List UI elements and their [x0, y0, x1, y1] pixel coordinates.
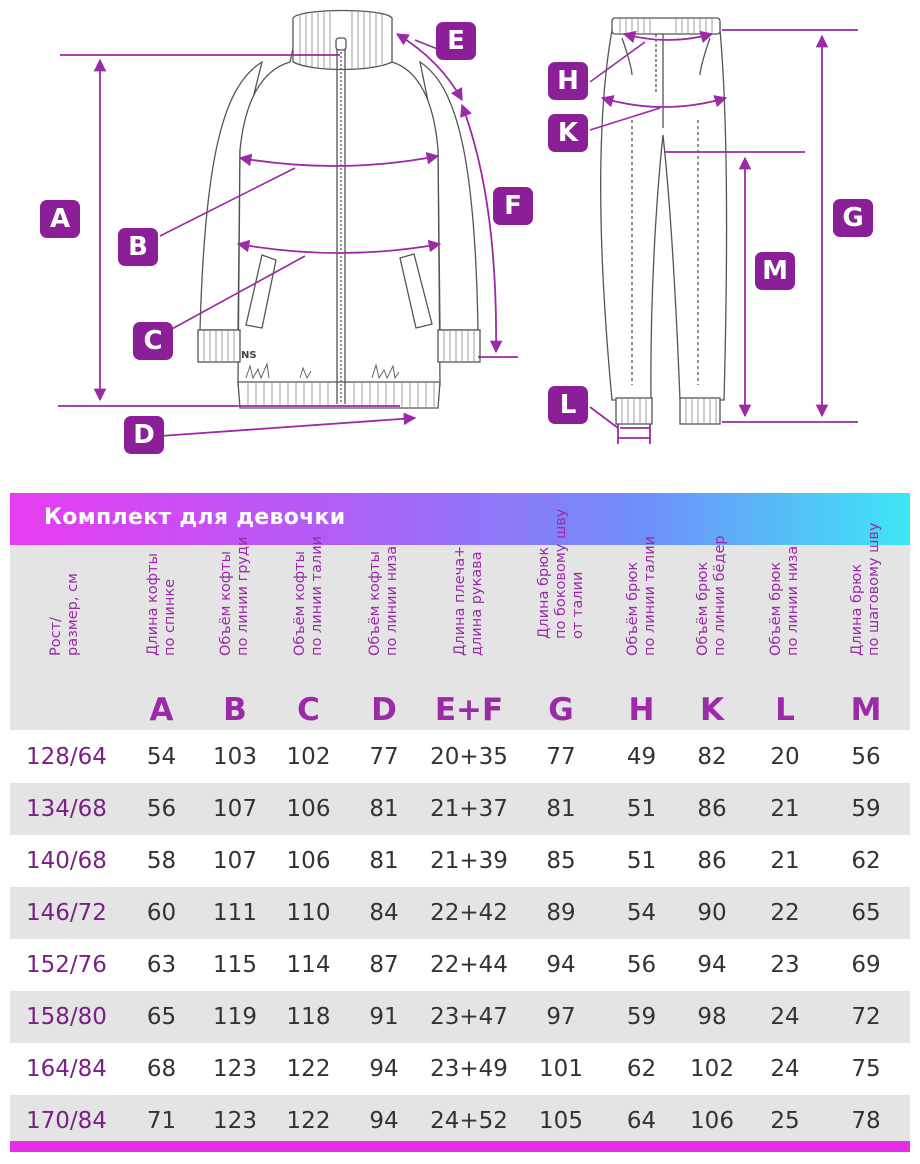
- label-E: [436, 22, 476, 60]
- value-cell: 81: [546, 796, 576, 822]
- bottom-accent-bar: [10, 1141, 910, 1152]
- header-desc: Объём кофты по линии талии: [291, 535, 325, 656]
- table-row: [10, 1043, 910, 1095]
- value-cell: 86: [697, 796, 727, 822]
- value-cell: 91: [369, 1004, 399, 1030]
- svg-text:G: G: [842, 203, 864, 233]
- value-cell: 106: [690, 1108, 734, 1134]
- value-cell: 77: [369, 744, 399, 770]
- header-col-a: [125, 545, 198, 730]
- value-cell: 23: [770, 952, 800, 978]
- value-cell: 56: [851, 744, 881, 770]
- value-cell: 54: [626, 900, 657, 926]
- value-cell: 21: [770, 796, 800, 822]
- svg-text:K: K: [557, 118, 579, 148]
- svg-text:E: E: [447, 26, 465, 56]
- header-col-h: [607, 535, 676, 730]
- value-cell: 85: [546, 848, 576, 874]
- label-H: [548, 62, 588, 100]
- svg-text:M: M: [762, 256, 788, 286]
- header-col-b: [198, 536, 272, 730]
- value-cell: 102: [690, 1056, 734, 1082]
- table-row: [10, 939, 910, 991]
- value-cell: 102: [286, 744, 331, 770]
- value-cell: 87: [369, 952, 399, 978]
- header-letter: B: [223, 692, 247, 728]
- value-cell: 58: [146, 848, 177, 874]
- header-col-c: [272, 535, 345, 730]
- header-desc: Объём брюк по линии низа: [768, 545, 801, 656]
- header-col-d: [345, 545, 423, 730]
- value-cell: 122: [286, 1108, 331, 1134]
- table-row: [10, 991, 910, 1043]
- value-cell: 94: [369, 1108, 399, 1134]
- value-cell: 20+35: [430, 744, 508, 770]
- value-cell: 24: [770, 1004, 800, 1030]
- value-cell: 105: [539, 1108, 583, 1134]
- value-cell: 75: [851, 1056, 881, 1082]
- value-cell: 69: [851, 952, 881, 978]
- value-cell: 115: [213, 952, 257, 978]
- size-cell: 152/76: [26, 952, 107, 978]
- value-cell: 54: [146, 744, 177, 770]
- value-cell: 22+42: [430, 900, 508, 926]
- value-cell: 123: [213, 1056, 257, 1082]
- size-cell: 164/84: [26, 1056, 107, 1082]
- value-cell: 62: [626, 1056, 657, 1082]
- value-cell: 65: [851, 900, 881, 926]
- value-cell: 68: [146, 1056, 177, 1082]
- table-row: [10, 887, 910, 939]
- header-letter: E+F: [434, 692, 504, 728]
- header-size: [10, 545, 125, 730]
- table-row: [10, 1095, 910, 1147]
- header-size-label: Рост/ размер, см: [48, 573, 81, 656]
- value-cell: 84: [369, 900, 399, 926]
- size-cell: 170/84: [26, 1108, 107, 1134]
- label-L: [548, 386, 588, 424]
- size-cell: 134/68: [26, 796, 107, 822]
- value-cell: 123: [213, 1108, 257, 1134]
- header-col-m: [822, 522, 910, 730]
- label-C: [133, 322, 173, 360]
- measurement-diagram: [0, 0, 920, 470]
- value-cell: 82: [697, 744, 727, 770]
- value-cell: 89: [546, 900, 576, 926]
- header-col-g: [515, 508, 607, 730]
- value-cell: 24+52: [430, 1108, 508, 1134]
- value-cell: 114: [286, 952, 331, 978]
- value-cell: 51: [626, 848, 657, 874]
- size-cell: 158/80: [26, 1004, 107, 1030]
- header-letter: K: [699, 692, 725, 728]
- value-cell: 60: [146, 900, 177, 926]
- value-cell: 22: [770, 900, 800, 926]
- label-A: [40, 200, 80, 238]
- label-F: [493, 187, 533, 225]
- header-col-k: [676, 535, 748, 730]
- header-desc: Объём брюк по линии талии: [624, 535, 658, 656]
- header-desc: Объём кофты по линии груди: [218, 536, 251, 656]
- value-cell: 72: [851, 1004, 881, 1030]
- header-desc: Длина брюк по боковому шву от талии: [535, 508, 586, 639]
- value-cell: 106: [286, 848, 331, 874]
- value-cell: 86: [697, 848, 727, 874]
- value-cell: 56: [626, 952, 657, 978]
- svg-text:B: B: [128, 232, 148, 262]
- header-letter: A: [149, 692, 174, 728]
- value-cell: 59: [851, 796, 881, 822]
- header-desc: Длина кофты по спинке: [144, 553, 178, 656]
- header-desc: Длина плеча+ длина рукава: [452, 545, 485, 656]
- header-desc: Объём кофты по линии низа: [367, 545, 400, 656]
- value-cell: 97: [546, 1004, 576, 1030]
- value-cell: 24: [770, 1056, 800, 1082]
- svg-text:A: A: [49, 204, 71, 234]
- header-col-e-f: [423, 545, 515, 730]
- value-cell: 98: [697, 1004, 727, 1030]
- value-cell: 56: [146, 796, 177, 822]
- label-D: [124, 416, 164, 454]
- table-title: Комплект для девочки: [44, 505, 346, 530]
- value-cell: 119: [213, 1004, 257, 1030]
- value-cell: 63: [146, 952, 177, 978]
- value-cell: 110: [286, 900, 331, 926]
- value-cell: 103: [213, 744, 257, 770]
- header-desc: Длина брюк по шаговому шву: [849, 522, 882, 656]
- value-cell: 20: [770, 744, 800, 770]
- table-row: [10, 731, 910, 783]
- value-cell: 94: [546, 952, 576, 978]
- value-cell: 23+49: [430, 1056, 508, 1082]
- label-M: [755, 252, 795, 290]
- header-desc: Объём брюк по линии бёдер: [695, 535, 728, 656]
- value-cell: 78: [851, 1108, 881, 1134]
- svg-text:H: H: [557, 66, 579, 96]
- value-cell: 107: [213, 796, 257, 822]
- value-cell: 21+39: [430, 848, 508, 874]
- label-K: [548, 114, 588, 152]
- value-cell: 94: [369, 1056, 399, 1082]
- table-row: [10, 783, 910, 835]
- value-cell: 122: [286, 1056, 331, 1082]
- value-cell: 94: [697, 952, 727, 978]
- value-cell: 111: [213, 900, 257, 926]
- jacket-drawing: [198, 11, 480, 409]
- value-cell: 77: [546, 744, 576, 770]
- value-cell: 65: [146, 1004, 177, 1030]
- value-cell: 21: [770, 848, 800, 874]
- svg-text:D: D: [133, 420, 155, 450]
- svg-text:C: C: [143, 326, 163, 356]
- svg-text:L: L: [559, 390, 577, 420]
- value-cell: 23+47: [430, 1004, 508, 1030]
- value-cell: 25: [770, 1108, 800, 1134]
- value-cell: 64: [626, 1108, 657, 1134]
- size-cell: 140/68: [26, 848, 107, 874]
- value-cell: 106: [286, 796, 331, 822]
- size-cell: 128/64: [26, 744, 107, 770]
- value-cell: 71: [146, 1108, 177, 1134]
- table-row: [10, 835, 910, 887]
- header-letter: D: [371, 692, 397, 728]
- value-cell: 81: [369, 796, 399, 822]
- header-letter: C: [297, 692, 320, 728]
- label-B: [118, 228, 158, 266]
- value-cell: 62: [851, 848, 881, 874]
- size-cell: 146/72: [26, 900, 107, 926]
- header-letter: H: [628, 692, 655, 728]
- value-cell: 22+44: [430, 952, 508, 978]
- header-letter: L: [775, 692, 795, 728]
- ns-logo: NS: [241, 350, 257, 361]
- value-cell: 51: [626, 796, 657, 822]
- header-col-l: [748, 545, 822, 730]
- value-cell: 59: [626, 1004, 657, 1030]
- label-G: [833, 199, 873, 237]
- value-cell: 49: [626, 744, 657, 770]
- svg-text:F: F: [504, 191, 522, 221]
- value-cell: 81: [369, 848, 399, 874]
- value-cell: 90: [697, 900, 727, 926]
- value-cell: 21+37: [430, 796, 508, 822]
- value-cell: 107: [213, 848, 257, 874]
- pants-drawing: [601, 18, 727, 424]
- value-cell: 118: [286, 1004, 331, 1030]
- header-letter: M: [850, 692, 882, 728]
- header-letter: G: [548, 692, 574, 728]
- title-banner: [10, 493, 910, 545]
- value-cell: 101: [539, 1056, 583, 1082]
